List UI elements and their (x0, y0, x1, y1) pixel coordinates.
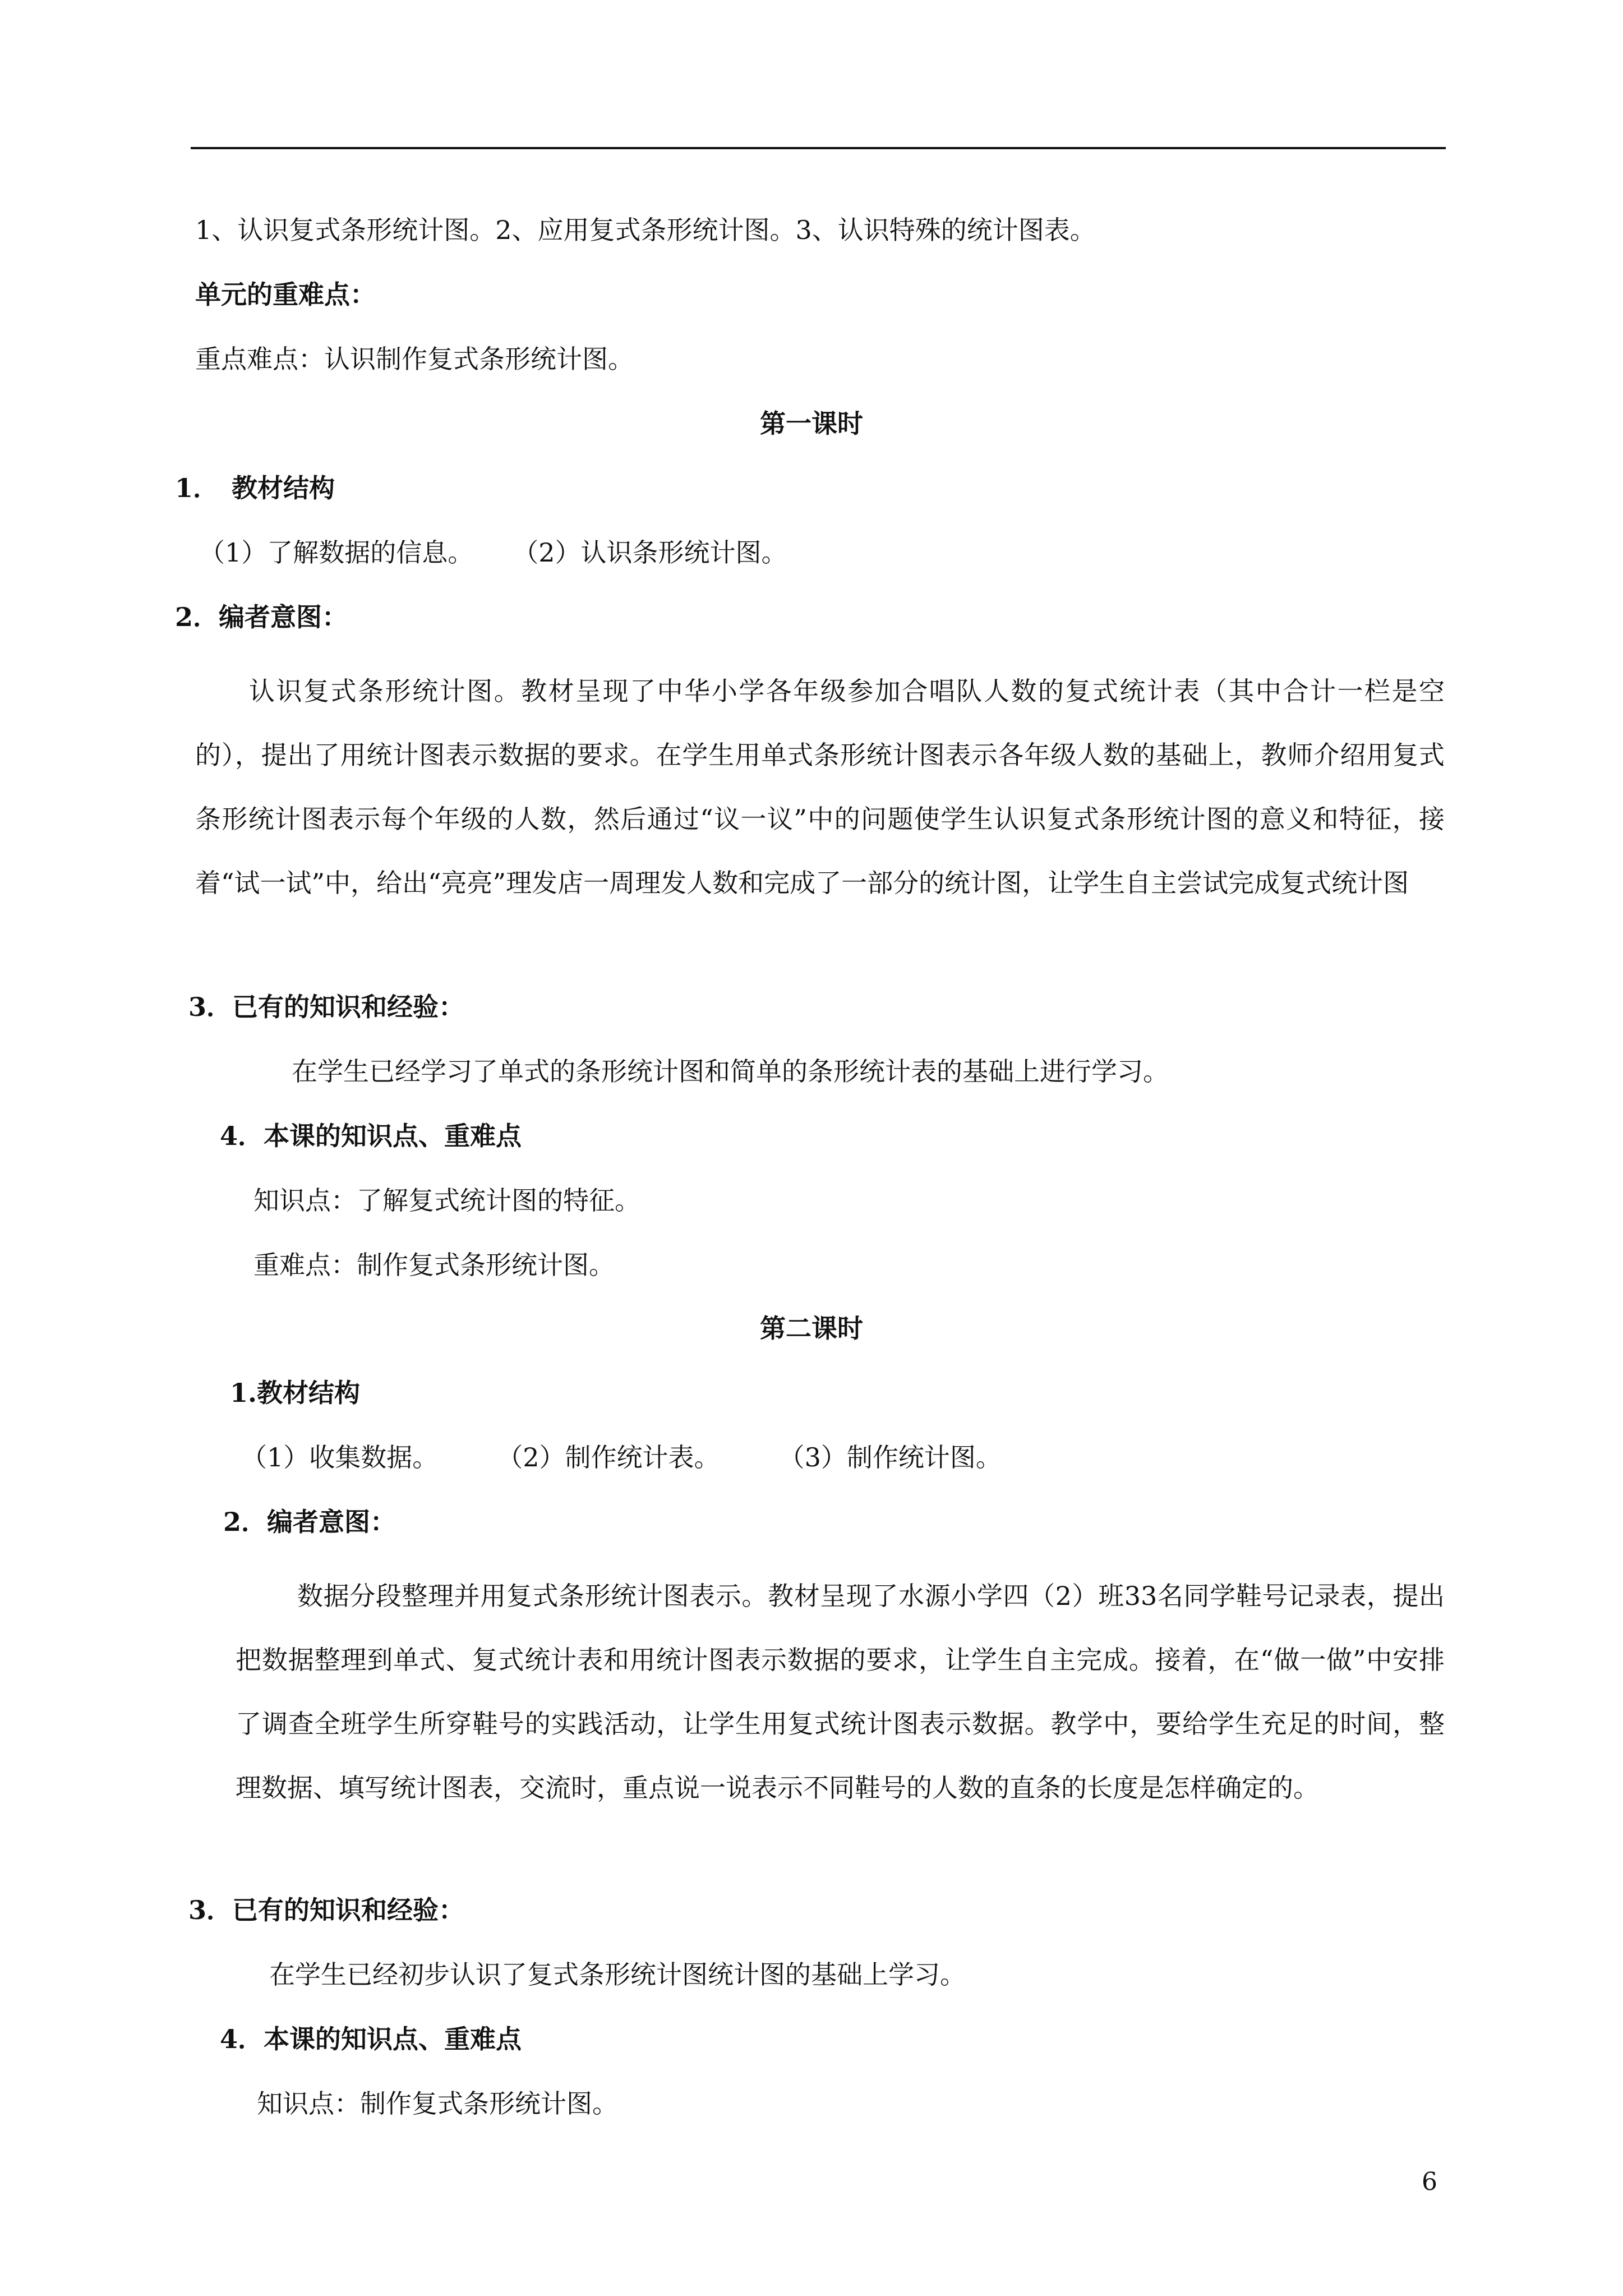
lesson-1-prior-knowledge-text: 在学生已经学习了单式的条形统计图和简单的条形统计表的基础上进行学习。 (292, 1056, 1169, 1087)
lesson-1-key-point: 重难点：制作复式条形统计图。 (253, 1250, 615, 1280)
lesson-1-structure-item-2: （2）认识条形统计图。 (513, 537, 787, 568)
lesson-2-structure-item-2: （2）制作统计表。 (497, 1442, 720, 1473)
lesson-1-knowledge-heading: 4．本课的知识点、重难点 (220, 1121, 522, 1151)
unit-objectives-line: 1、认识复式条形统计图。2、应用复式条形统计图。3、认识特殊的统计图表。 (195, 215, 1096, 245)
lesson-2-knowledge-point: 知识点：制作复式条形统计图。 (257, 2088, 618, 2119)
lesson-1-knowledge-point: 知识点：了解复式统计图的特征。 (253, 1185, 640, 1216)
page-number: 6 (1422, 2168, 1437, 2196)
lesson-2-structure-items (241, 1441, 1002, 1474)
lesson-1-prior-knowledge-heading: 3．已有的知识和经验： (188, 992, 465, 1022)
lesson-2-intent-heading: 2．编者意图： (223, 1507, 396, 1537)
lesson-1-structure-heading: 1． 教材结构 (175, 473, 335, 503)
unit-key-points-heading: 单元的重难点： (195, 279, 376, 310)
lesson-2-title: 第二课时 (760, 1313, 863, 1343)
lesson-2-structure-item-1: （1）收集数据。 (241, 1442, 439, 1473)
lesson-2-structure-heading: 1.教材结构 (230, 1378, 361, 1408)
lesson-1-title: 第一课时 (760, 408, 863, 439)
lesson-2-prior-knowledge-text: 在学生已经初步认识了复式条形统计图统计图的基础上学习。 (269, 1959, 966, 1990)
header-rule (191, 147, 1446, 149)
lesson-2-prior-knowledge-heading: 3．已有的知识和经验： (188, 1895, 465, 1925)
lesson-2-intent-paragraph: 数据分段整理并用复式条形统计图表示。教材呈现了水源小学四（2）班33名同学鞋号记录表，提出把数据整理到单式、复式统计表和用统计图表示数据的要求，让学生自主完成。接着，在“做一做”中安排了调查全班学生所穿鞋号的实践活动，让学生用复式统计图表示数据。教学中，要给学生充足的时间，整理数据、填写统计图表，交流时，重点说一说表示不同鞋号的人数的直条的长度是怎样确定的。 (236, 1581, 1445, 1803)
lesson-1-structure-item-1: （1）了解数据的信息。 (199, 537, 474, 568)
lesson-1-intent-heading: 2．编者意图： (175, 602, 348, 632)
lesson-2-structure-item-3: （3）制作统计图。 (778, 1442, 1002, 1473)
lesson-1-structure-items (199, 536, 787, 569)
lesson-1-intent-paragraph: 认识复式条形统计图。教材呈现了中华小学各年级参加合唱队人数的复式统计表（其中合计一栏是空的），提出了用统计图表示数据的要求。在学生用单式条形统计图表示各年级人数的基础上，教师介绍用复式条形统计图表示每个年级的人数，然后通过“议一议”中的问题使学生认识复式条形统计图的意义和特征，接着“试一试”中，给出“亮亮”理发店一周理发人数和完成了一部分的统计图，让学生自主尝试完成复式统计图 (195, 676, 1445, 898)
lesson-2-knowledge-heading: 4．本课的知识点、重难点 (220, 2024, 522, 2054)
unit-key-points-text: 重点难点：认识制作复式条形统计图。 (195, 344, 634, 374)
